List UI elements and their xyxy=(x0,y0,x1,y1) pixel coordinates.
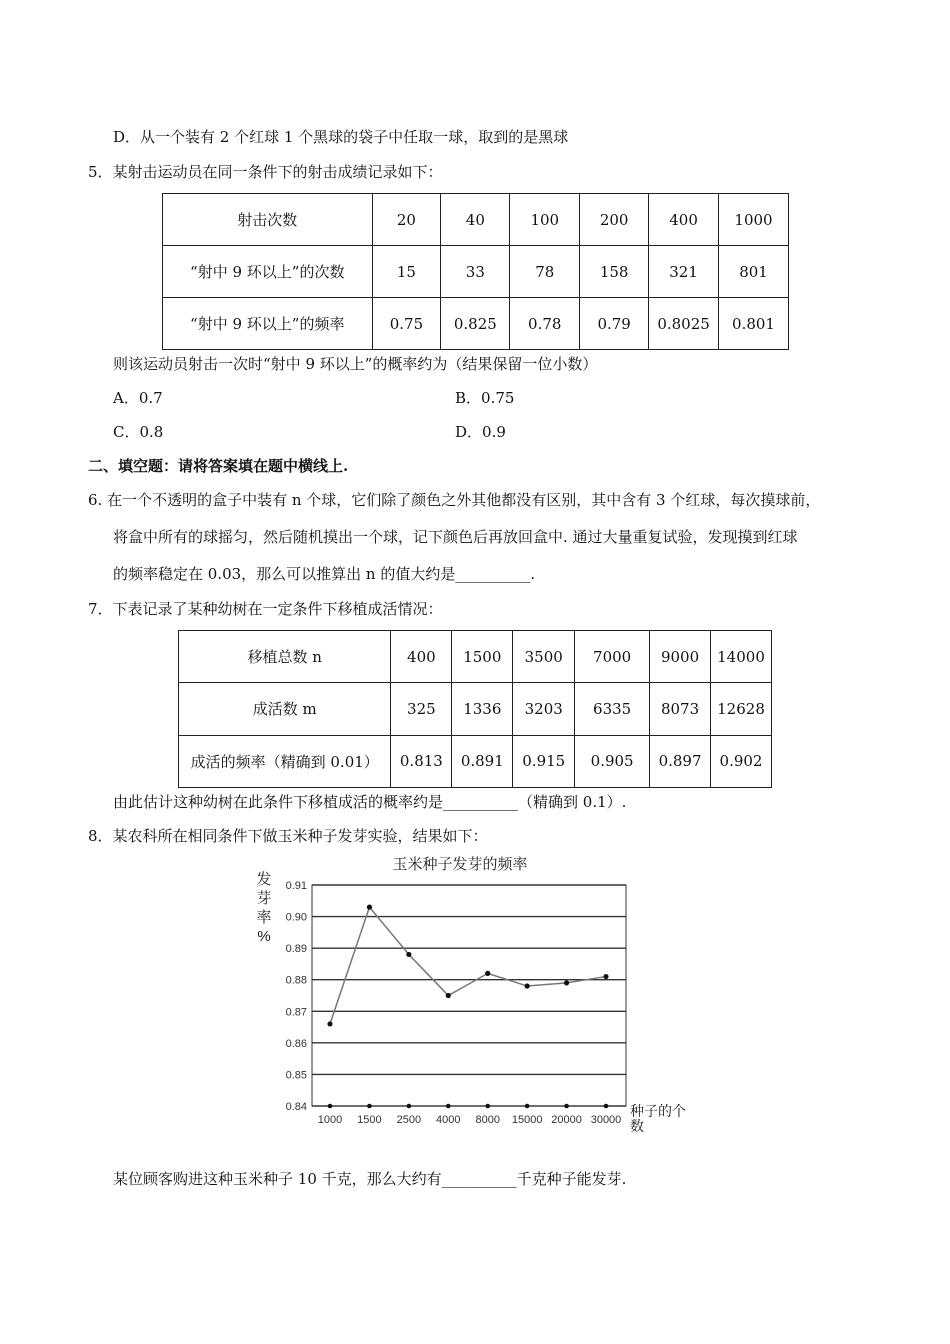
table-cell: 8073 xyxy=(650,683,711,735)
table-cell: 0.902 xyxy=(711,735,772,787)
table-cell: 1000 xyxy=(719,194,789,246)
q5-table xyxy=(162,193,789,350)
x-axis-label-line: 数 xyxy=(630,1118,644,1134)
x-tick-label: 8000 xyxy=(475,1114,500,1126)
y-tick-label: 0.91 xyxy=(285,880,307,892)
table-cell: 801 xyxy=(719,246,789,298)
data-point xyxy=(327,1021,332,1026)
table-cell: 3203 xyxy=(513,683,575,735)
row-header: “射中 9 环以上”的频率 xyxy=(163,298,373,350)
table-row xyxy=(163,246,789,298)
plot-frame xyxy=(312,885,626,1106)
table-cell: 1336 xyxy=(452,683,513,735)
q5-option-c: C．0.8 xyxy=(113,423,164,441)
y-axis-label-char: 率 xyxy=(256,909,272,926)
x-tick-label: 30000 xyxy=(590,1114,622,1126)
x-axis-label xyxy=(630,1103,686,1134)
baseline-point xyxy=(446,1104,451,1109)
x-ticks xyxy=(318,1114,622,1126)
table-row xyxy=(179,683,772,735)
baseline-point xyxy=(328,1104,333,1109)
row-header: 移植总数 n xyxy=(179,631,391,683)
y-axis-label-char: 芽 xyxy=(256,890,272,907)
baseline-point xyxy=(485,1104,490,1109)
table-cell: 0.79 xyxy=(580,298,649,350)
q6-line-3: 的频率稳定在 0.03，那么可以推算出 n 的值大约是__________. xyxy=(113,565,536,583)
x-axis-label-line: 种子的个 xyxy=(630,1103,686,1119)
table-row xyxy=(163,194,789,246)
table-row xyxy=(163,298,789,350)
x-tick-label: 15000 xyxy=(511,1114,543,1126)
q8-question: 某位顾客购进这种玉米种子 10 千克，那么大约有__________千克种子能发芽. xyxy=(113,1170,627,1188)
table-cell: 78 xyxy=(510,246,580,298)
table-row xyxy=(179,735,772,787)
row-header: 成活的频率（精确到 0.01） xyxy=(179,735,391,787)
baseline-point xyxy=(604,1104,609,1109)
q6-line-1: 6. 在一个不透明的盒子中装有 n 个球，它们除了颜色之外其他都没有区别，其中含有 3 个红球，每次摸球前， xyxy=(88,491,821,509)
y-tick-label: 0.85 xyxy=(285,1069,307,1082)
q7-stem: 7．下表记录了某种幼树在一定条件下移植成活情况： xyxy=(88,600,443,618)
table-cell: 15 xyxy=(372,246,441,298)
table-cell: 0.75 xyxy=(372,298,441,350)
q5-option-b: B．0.75 xyxy=(455,389,515,407)
data-point xyxy=(406,952,411,957)
q5-question: 则该运动员射击一次时“射中 9 环以上”的概率约为（结果保留一位小数） xyxy=(113,355,598,373)
baseline-point xyxy=(407,1104,412,1109)
table-cell: 400 xyxy=(649,194,719,246)
table-cell: 200 xyxy=(580,194,649,246)
q5-option-a: A．0.7 xyxy=(113,389,163,407)
series-line xyxy=(330,907,606,1024)
table-cell: 12628 xyxy=(711,683,772,735)
section-heading: 二、填空题：请将答案填在题中横线上. xyxy=(88,457,349,475)
q4-option-d: D．从一个装有 2 个红球 1 个黑球的袋子中任取一球，取到的是黑球 xyxy=(113,128,569,146)
table-cell: 20 xyxy=(372,194,441,246)
y-tick-label: 0.87 xyxy=(285,1006,307,1019)
q6-line-2: 将盒中所有的球摇匀，然后随机摸出一个球，记下颜色后再放回盒中. 通过大量重复试验，发现摸到红球 xyxy=(113,528,798,546)
table-cell: 158 xyxy=(580,246,649,298)
data-points xyxy=(327,905,608,1109)
table-cell: 400 xyxy=(391,631,452,683)
table-row xyxy=(179,631,772,683)
table-cell: 40 xyxy=(441,194,510,246)
data-point xyxy=(485,971,490,976)
table-cell: 0.813 xyxy=(391,735,452,787)
table-cell: 321 xyxy=(649,246,719,298)
y-axis-label xyxy=(256,871,271,945)
q8-stem: 8．某农科所在相同条件下做玉米种子发芽实验，结果如下： xyxy=(88,827,488,845)
data-point xyxy=(564,980,569,985)
row-header: 成活数 m xyxy=(179,683,391,735)
table-cell: 0.915 xyxy=(513,735,575,787)
y-tick-label: 0.89 xyxy=(285,943,307,956)
germination-chart xyxy=(250,852,710,1142)
x-tick-label: 20000 xyxy=(551,1114,582,1126)
y-ticks xyxy=(286,880,307,1113)
row-header: “射中 9 环以上”的次数 xyxy=(163,246,373,298)
table-cell: 0.825 xyxy=(441,298,510,350)
gridlines xyxy=(312,885,626,1106)
y-tick-label: 0.86 xyxy=(285,1037,307,1050)
table-cell: 33 xyxy=(441,246,510,298)
x-tick-label: 4000 xyxy=(436,1114,461,1126)
q5-stem: 5．某射击运动员在同一条件下的射击成绩记录如下： xyxy=(88,163,443,181)
y-axis-label-char: 发 xyxy=(256,871,272,888)
table-cell: 7000 xyxy=(575,631,650,683)
row-header: 射击次数 xyxy=(163,194,373,246)
data-point xyxy=(446,993,451,998)
data-point xyxy=(525,983,530,988)
x-tick-label: 1500 xyxy=(357,1114,382,1126)
q7-table xyxy=(178,630,772,788)
table-cell: 0.897 xyxy=(650,735,711,787)
data-point xyxy=(367,905,372,910)
table-cell: 100 xyxy=(510,194,580,246)
q5-option-d: D．0.9 xyxy=(455,423,506,441)
table-cell: 6335 xyxy=(575,683,650,735)
baseline-point xyxy=(367,1104,372,1109)
baseline-point xyxy=(525,1104,530,1109)
y-tick-label: 0.84 xyxy=(285,1101,307,1113)
table-cell: 9000 xyxy=(650,631,711,683)
table-cell: 0.78 xyxy=(510,298,580,350)
table-cell: 0.8025 xyxy=(649,298,719,350)
table-cell: 0.905 xyxy=(575,735,650,787)
q7-question: 由此估计这种幼树在此条件下移植成活的概率约是__________（精确到 0.1）. xyxy=(113,793,627,811)
y-tick-label: 0.90 xyxy=(285,911,307,924)
x-tick-label: 2500 xyxy=(396,1114,422,1126)
data-point xyxy=(603,974,608,979)
baseline-point xyxy=(564,1104,569,1109)
table-cell: 0.801 xyxy=(719,298,789,350)
y-tick-label: 0.88 xyxy=(285,974,307,987)
table-cell: 0.891 xyxy=(452,735,513,787)
table-cell: 1500 xyxy=(452,631,513,683)
x-tick-label: 1000 xyxy=(317,1114,343,1126)
table-cell: 3500 xyxy=(513,631,575,683)
table-cell: 325 xyxy=(391,683,452,735)
chart-title: 玉米种子发芽的频率 xyxy=(392,856,528,873)
table-cell: 14000 xyxy=(711,631,772,683)
y-axis-label-char: % xyxy=(257,928,271,945)
